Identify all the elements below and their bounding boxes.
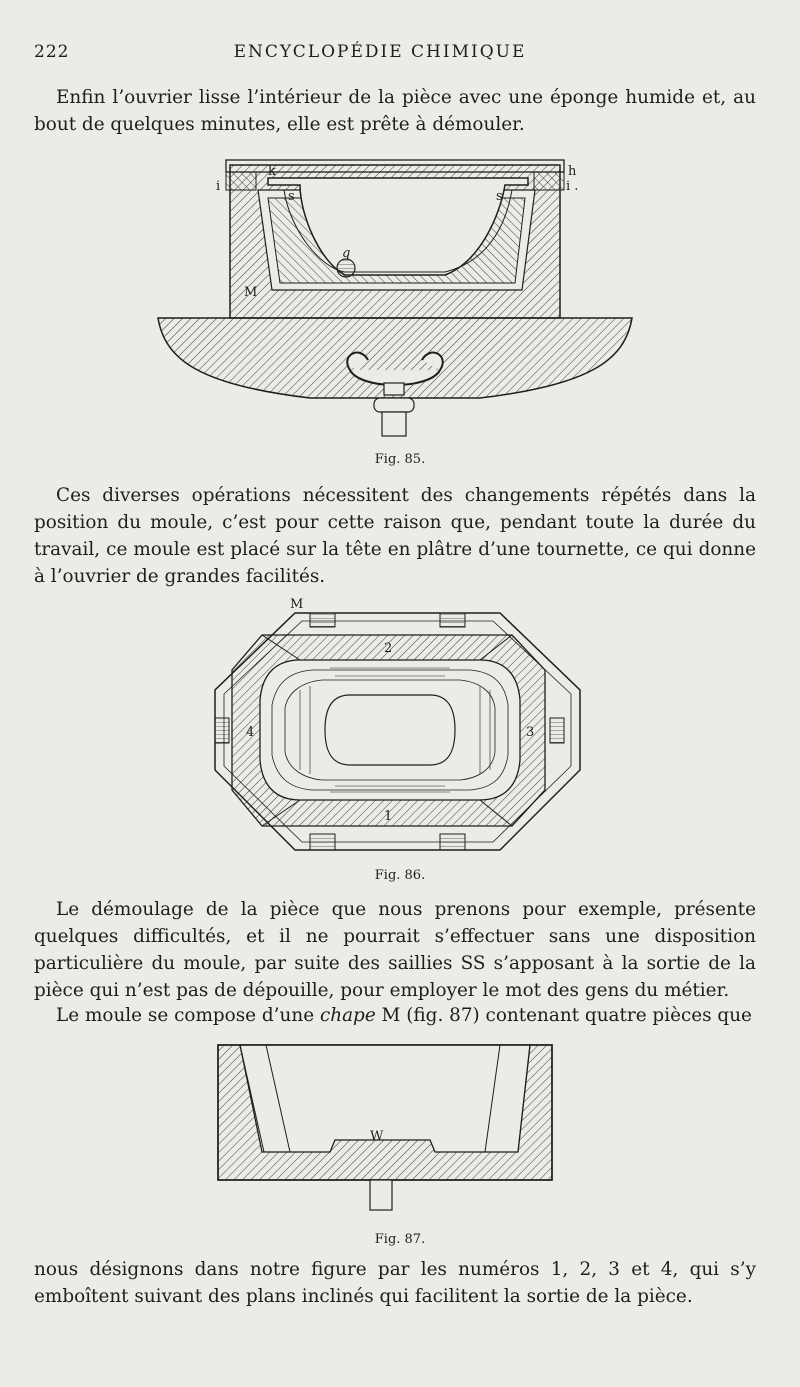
fig86-caption: Fig. 86. bbox=[374, 868, 426, 883]
fig85-label-s-right: s bbox=[496, 189, 503, 204]
fig86-label-4: 4 bbox=[246, 725, 255, 740]
figure-85 bbox=[0, 0, 800, 450]
page-number: 222 bbox=[34, 42, 70, 62]
fig85-label-q: q bbox=[342, 246, 351, 261]
paragraph-5 bbox=[34, 1256, 756, 1310]
fig87-label-W: W bbox=[370, 1129, 384, 1144]
paragraph-4-italic: chape bbox=[319, 1005, 376, 1026]
fig85-label-i-right: i . bbox=[566, 179, 579, 194]
paragraph-3 bbox=[34, 896, 756, 1004]
fig86-label-3: 3 bbox=[526, 725, 535, 740]
fig85-caption: Fig. 85. bbox=[374, 452, 426, 467]
paragraph-2-text: Ces diverses opérations nécessitent des changements répétés dans la position du moule, c’est pour cette raison que, pendant toute la durée du travail, ce moule est placé sur la tête en plâtre d’une tournette, ce qui donne à l’ouvrier de grandes facilités. bbox=[34, 485, 756, 587]
paragraph-3-text: Le démoulage de la pièce que nous prenons pour exemple, présente quelques difficultés, et il ne pourrait s’effectuer sans une disposition particulière du moule, par suite des saillies SS s’apposant à la sortie de la pièce qui n’est pas de dépouille, pour employer le mot des gens du métier. bbox=[34, 899, 756, 1001]
paragraph-5-text: nous désignons dans notre figure par les numéros 1, 2, 3 et 4, qui s’y emboîtent suivant des plans inclinés qui facilitent la sortie de la pièce. bbox=[34, 1259, 756, 1307]
fig86-label-1: 1 bbox=[384, 809, 393, 824]
fig86-label-2: 2 bbox=[384, 641, 393, 656]
fig86-label-M: M bbox=[290, 597, 304, 612]
fig85-label-M: M bbox=[244, 285, 258, 300]
fig85-label-h: h bbox=[568, 164, 577, 179]
paragraph-4-text-a: Le moule se compose d’une bbox=[56, 1005, 320, 1026]
paragraph-1-text: Enfin l’ouvrier lisse l’intérieur de la pièce avec une éponge humide et, au bout de quelques minutes, elle est prête à démouler. bbox=[34, 87, 756, 135]
figure-87 bbox=[0, 1040, 800, 1230]
fig85-ball-q bbox=[337, 259, 355, 277]
fig85-label-k: k bbox=[268, 164, 276, 179]
paragraph-2 bbox=[34, 482, 756, 590]
figure-86 bbox=[0, 590, 800, 870]
fig85-label-i-left: i bbox=[216, 179, 221, 194]
running-title: ENCYCLOPÉDIE CHIMIQUE bbox=[233, 42, 527, 62]
paragraph-4-text-b: M (fig. 87) contenant quatre pièces que bbox=[375, 1005, 752, 1026]
fig85-label-s-left: s bbox=[288, 189, 295, 204]
fig87-caption: Fig. 87. bbox=[374, 1232, 426, 1247]
paragraph-4 bbox=[34, 1002, 756, 1029]
